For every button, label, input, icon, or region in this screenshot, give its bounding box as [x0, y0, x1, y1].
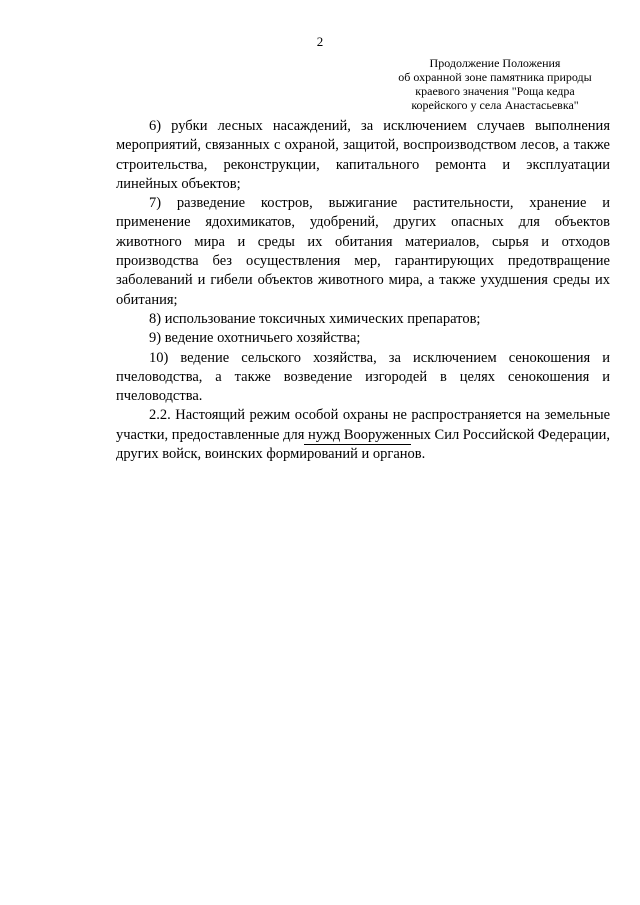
header-line: краевого значения "Роща кедра: [415, 84, 575, 98]
paragraph-item-10: 10) ведение сельского хозяйства, за исключением сенокошения и пчеловодства, а также возведение изгородей в целях сенокошения и пчеловодства.: [116, 349, 610, 405]
paragraph-item-6: 6) рубки лесных насаждений, за исключением случаев выполнения мероприятий, связанных с охраной, защитой, воспроизводством лесов, а также строительства, реконструкции, капитального ремонта и эксплуатации линейных объектов;: [116, 118, 610, 192]
header-line: Продолжение Положения: [429, 56, 561, 70]
document-header: [380, 56, 610, 112]
paragraph-section-2-2: 2.2. Настоящий режим особой охраны не распространяется на земельные участки, предоставленные для нужд Вооруженных Сил Российской Федерации, других войск, воинских формирований и органов.: [116, 407, 610, 463]
page-number: 2: [316, 34, 324, 49]
paragraph-item-8: 8) использование токсичных химических препаратов;: [149, 310, 481, 327]
header-line: корейского у села Анастасьевка": [411, 98, 579, 112]
header-line: об охранной зоне памятника природы: [398, 70, 592, 84]
document-body: [116, 117, 610, 464]
end-separator-line: [304, 444, 411, 445]
paragraph-item-9: 9) ведение охотничьего хозяйства;: [149, 330, 361, 347]
paragraph-item-7: 7) разведение костров, выжигание растительности, хранение и применение ядохимикатов, удобрений, других опасных для объектов животного мира и среды их обитания материалов, сырья и отходов производства без осуществления мер, гарантирующих предотвращение заболеваний и гибели объектов животного мира, а также ухудшения среды их обитания;: [116, 195, 610, 308]
